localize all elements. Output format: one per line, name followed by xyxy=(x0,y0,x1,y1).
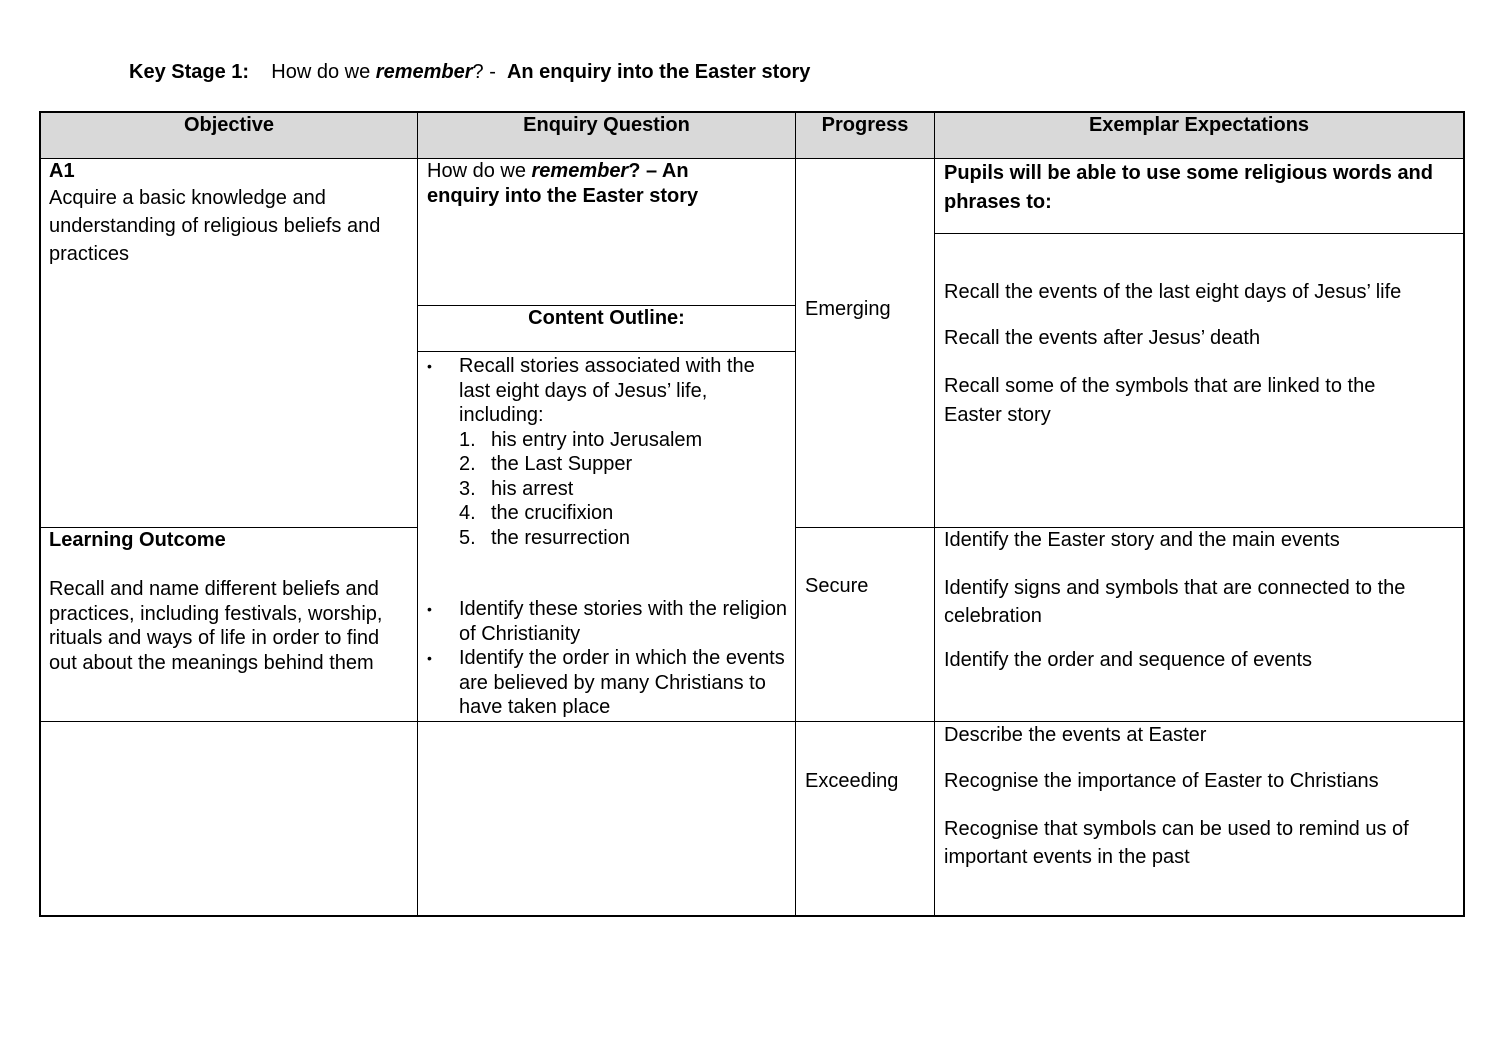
secure-expectation: Identify the Easter story and the main events xyxy=(944,529,1340,551)
exceeding-expectation: Describe the events at Easter xyxy=(944,724,1207,746)
page-title: Key Stage 1: How do we remember? - An enquiry into the Easter story xyxy=(129,61,811,83)
list-item: 1. his entry into Jerusalem xyxy=(459,428,703,451)
list-item: • Identify these stories with the religion of Christianity xyxy=(427,598,787,645)
secure-expectation: Identify signs and symbols that are connected to the celebration xyxy=(944,577,1406,627)
list-item: 3. his arrest xyxy=(459,477,574,500)
list-item: 4. the crucifixion xyxy=(459,502,614,524)
objective-code: A1 xyxy=(49,160,75,182)
emerging-expectation: Recall the events after Jesus’ death xyxy=(944,327,1261,349)
header-exemplar-expectations: Exemplar Expectations xyxy=(1088,114,1310,136)
content-outline-label: Content Outline: xyxy=(528,307,685,329)
expectations-intro: Pupils will be able to use some religious words and phrases to: xyxy=(944,162,1433,213)
learning-outcome-text: Recall and name different beliefs and practices, including festivals, worship, rituals and ways of life in order to find out about the meanings behind them xyxy=(49,578,383,674)
list-item: 5. the resurrection xyxy=(459,526,630,549)
emerging-expectation: Recall some of the symbols that are linked to the Easter story xyxy=(944,375,1376,426)
enquiry-question: How do we remember? – An enquiry into the Easter story xyxy=(427,160,699,207)
learning-outcome-label: Learning Outcome xyxy=(49,529,226,551)
content-outline-list-2 xyxy=(427,597,789,720)
objective-text: Acquire a basic knowledge and understanding of religious beliefs and practices xyxy=(49,187,381,265)
exceeding-expectation: Recognise the importance of Easter to Christians xyxy=(944,770,1379,792)
progress-secure: Secure xyxy=(805,575,869,597)
content-outline-list xyxy=(427,354,789,550)
header-progress: Progress xyxy=(821,114,909,136)
list-item: • Recall stories associated with the last eight days of Jesus’ life, including: 1. his entry into Jerusalem 2. the Last Supper 3. his arrest 4. the crucifixion 5. the resurrection xyxy=(427,354,789,550)
event-list xyxy=(459,428,789,551)
exceeding-expectation: Recognise that symbols can be used to remind us of important events in the past xyxy=(944,818,1409,868)
progress-exceeding: Exceeding xyxy=(805,770,899,792)
progress-emerging: Emerging xyxy=(805,298,891,320)
header-objective: Objective xyxy=(183,114,275,136)
secure-expectation: Identify the order and sequence of events xyxy=(944,649,1313,671)
header-enquiry-question: Enquiry Question xyxy=(523,114,690,136)
list-item: • Identify the order in which the events are believed by many Christians to have taken place xyxy=(427,647,785,718)
emerging-expectation: Recall the events of the last eight days of Jesus’ life xyxy=(944,281,1402,303)
list-item: 2. the Last Supper xyxy=(459,453,633,475)
